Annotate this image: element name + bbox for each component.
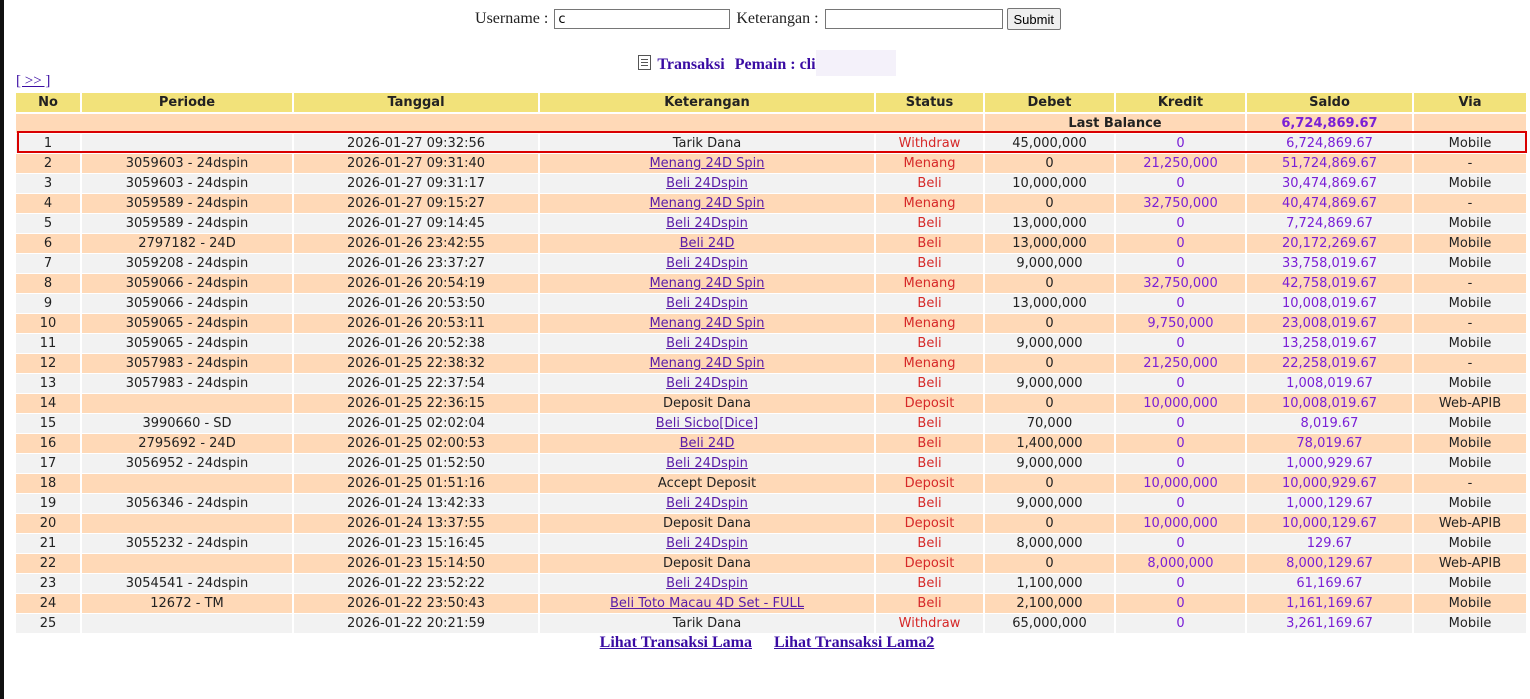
cell-debet: 0 [985,154,1114,174]
cell-kredit: 0 [1116,294,1245,314]
cell-no: 2 [16,154,80,174]
cell-periode: 3059589 - 24dspin [82,214,292,234]
cell-debet: 0 [985,554,1114,574]
cell-via: - [1414,194,1526,214]
cell-status: Deposit [876,514,983,534]
cell-debet: 8,000,000 [985,534,1114,554]
table-row [16,454,1526,474]
cell-debet: 70,000 [985,414,1114,434]
cell-saldo: 33,758,019.67 [1247,254,1412,274]
cell-tanggal: 2026-01-26 23:42:55 [294,234,538,254]
cell-status: Menang [876,274,983,294]
table-row [16,534,1526,554]
cell-saldo: 3,261,169.67 [1247,614,1412,634]
cell-tanggal: 2026-01-27 09:32:56 [294,134,538,154]
cell-via: Mobile [1414,294,1526,314]
cell-periode [82,474,292,494]
cell-debet: 0 [985,194,1114,214]
cell-status: Beli [876,414,983,434]
column-header-keterangan: Keterangan [540,93,874,114]
cell-no: 23 [16,574,80,594]
cell-debet: 0 [985,474,1114,494]
cell-status: Deposit [876,554,983,574]
cell-saldo: 30,474,869.67 [1247,174,1412,194]
cell-tanggal: 2026-01-23 15:16:45 [294,534,538,554]
cell-saldo: 10,000,129.67 [1247,514,1412,534]
column-header-no: No [16,93,80,114]
column-header-debet: Debet [985,93,1114,114]
keterangan-link[interactable]: Beli 24Dspin [666,176,748,191]
cell-kredit: 0 [1116,134,1245,154]
cell-status: Beli [876,494,983,514]
cell-kredit: 0 [1116,254,1245,274]
old-transactions-2-link[interactable]: Lihat Transaksi Lama2 [774,634,935,651]
cell-periode: 12672 - TM [82,594,292,614]
cell-status: Beli [876,234,983,254]
cell-tanggal: 2026-01-23 15:14:50 [294,554,538,574]
cell-status: Withdraw [876,134,983,154]
cell-debet: 1,400,000 [985,434,1114,454]
keterangan-link[interactable]: Beli 24D [679,236,735,251]
cell-periode: 2795692 - 24D [82,434,292,454]
table-row [16,614,1526,634]
cell-status: Beli [876,174,983,194]
cell-no: 17 [16,454,80,474]
cell-no: 19 [16,494,80,514]
cell-kredit: 0 [1116,614,1245,634]
column-header-saldo: Saldo [1247,93,1412,114]
cell-saldo: 22,258,019.67 [1247,354,1412,374]
table-row [16,134,1526,154]
cell-tanggal: 2026-01-22 20:21:59 [294,614,538,634]
cell-kredit: 10,000,000 [1116,394,1245,414]
search-form [4,8,1530,30]
cell-kredit: 0 [1116,494,1245,514]
cell-no: 13 [16,374,80,394]
keterangan-link[interactable]: Beli 24Dspin [666,336,748,351]
cell-kredit: 0 [1116,574,1245,594]
cell-tanggal: 2026-01-25 02:02:04 [294,414,538,434]
cell-periode [82,134,292,154]
cell-tanggal: 2026-01-26 20:54:19 [294,274,538,294]
cell-no: 9 [16,294,80,314]
cell-tanggal: 2026-01-22 23:50:43 [294,594,538,614]
cell-saldo: 10,008,019.67 [1247,394,1412,414]
cell-debet: 0 [985,394,1114,414]
cell-kredit: 0 [1116,334,1245,354]
cell-periode [82,514,292,534]
cell-tanggal: 2026-01-27 09:14:45 [294,214,538,234]
cell-periode: 3059208 - 24dspin [82,254,292,274]
cell-kredit: 0 [1116,534,1245,554]
cell-keterangan [540,534,874,554]
table-row [16,594,1526,614]
cell-via: Web-APIB [1414,554,1526,574]
cell-keterangan [540,374,874,394]
cell-saldo: 8,000,129.67 [1247,554,1412,574]
cell-debet: 9,000,000 [985,454,1114,474]
cell-saldo: 78,019.67 [1247,434,1412,454]
cell-status: Beli [876,454,983,474]
cell-periode [82,394,292,414]
cell-saldo: 23,008,019.67 [1247,314,1412,334]
cell-debet: 0 [985,514,1114,534]
cell-status: Deposit [876,394,983,414]
cell-periode: 3056346 - 24dspin [82,494,292,514]
cell-debet: 10,000,000 [985,174,1114,194]
cell-debet: 13,000,000 [985,234,1114,254]
cell-via: - [1414,154,1526,174]
cell-via: - [1414,354,1526,374]
cell-status: Beli [876,214,983,234]
keterangan-link[interactable]: Beli 24Dspin [666,296,748,311]
keterangan-link[interactable]: Beli 24Dspin [666,536,748,551]
cell-keterangan [540,274,874,294]
keterangan-input[interactable] [825,9,1003,29]
cell-keterangan: Deposit Dana [540,554,874,574]
cell-keterangan [540,234,874,254]
cell-debet: 65,000,000 [985,614,1114,634]
cell-keterangan [540,214,874,234]
transaction-table [14,93,1528,634]
cell-debet: 13,000,000 [985,214,1114,234]
keterangan-link[interactable]: Menang 24D Spin [649,316,765,331]
cell-no: 22 [16,554,80,574]
cell-kredit: 0 [1116,594,1245,614]
cell-no: 6 [16,234,80,254]
table-row [16,174,1526,194]
cell-keterangan: Tarik Dana [540,614,874,634]
table-row [16,294,1526,314]
cell-keterangan [540,314,874,334]
cell-keterangan: Deposit Dana [540,394,874,414]
cell-periode: 3059603 - 24dspin [82,154,292,174]
cell-tanggal: 2026-01-25 01:51:16 [294,474,538,494]
cell-periode: 3059066 - 24dspin [82,294,292,314]
cell-periode: 3057983 - 24dspin [82,374,292,394]
cell-no: 24 [16,594,80,614]
cell-via: Web-APIB [1414,514,1526,534]
cell-via: Mobile [1414,234,1526,254]
cell-tanggal: 2026-01-24 13:37:55 [294,514,538,534]
cell-via: Mobile [1414,174,1526,194]
keterangan-label: Keterangan : [736,9,819,27]
cell-saldo: 51,724,869.67 [1247,154,1412,174]
cell-periode [82,554,292,574]
cell-keterangan [540,174,874,194]
cell-kredit: 8,000,000 [1116,554,1245,574]
cell-kredit: 9,750,000 [1116,314,1245,334]
cell-via: Mobile [1414,414,1526,434]
cell-kredit: 0 [1116,434,1245,454]
cell-saldo: 42,758,019.67 [1247,274,1412,294]
cell-debet: 9,000,000 [985,374,1114,394]
cell-status: Beli [876,594,983,614]
table-row [16,414,1526,434]
keterangan-link[interactable]: Menang 24D Spin [649,276,765,291]
table-row [16,354,1526,374]
cell-keterangan [540,414,874,434]
redaction-mask [816,50,896,76]
cell-tanggal: 2026-01-26 20:53:11 [294,314,538,334]
cell-periode: 3059066 - 24dspin [82,274,292,294]
cell-no: 5 [16,214,80,234]
table-header-row [16,93,1526,114]
cell-via: Mobile [1414,614,1526,634]
last-balance-value: 6,724,869.67 [1247,114,1412,134]
cell-periode: 3059589 - 24dspin [82,194,292,214]
cell-saldo: 1,161,169.67 [1247,594,1412,614]
cell-via: Mobile [1414,254,1526,274]
cell-via: Mobile [1414,574,1526,594]
username-input[interactable] [554,9,730,29]
cell-kredit: 10,000,000 [1116,514,1245,534]
cell-via: Mobile [1414,534,1526,554]
page-title: Transaksi [657,56,725,73]
column-header-status: Status [876,93,983,114]
cell-kredit: 21,250,000 [1116,354,1245,374]
column-header-kredit: Kredit [1116,93,1245,114]
cell-tanggal: 2026-01-25 22:37:54 [294,374,538,394]
cell-no: 1 [16,134,80,154]
cell-via: Mobile [1414,374,1526,394]
table-row [16,254,1526,274]
table-row [16,334,1526,354]
keterangan-link[interactable]: Menang 24D Spin [649,356,765,371]
keterangan-link[interactable]: Menang 24D Spin [649,196,765,211]
cell-via: Mobile [1414,214,1526,234]
cell-status: Beli [876,334,983,354]
cell-saldo: 20,172,269.67 [1247,234,1412,254]
cell-via: - [1414,274,1526,294]
keterangan-link[interactable]: Beli 24Dspin [666,256,748,271]
cell-keterangan [540,194,874,214]
cell-via: - [1414,314,1526,334]
cell-via: Mobile [1414,494,1526,514]
cell-tanggal: 2026-01-24 13:42:33 [294,494,538,514]
cell-keterangan [540,354,874,374]
cell-periode [82,614,292,634]
cell-saldo: 10,008,019.67 [1247,294,1412,314]
table-row [16,374,1526,394]
cell-keterangan [540,154,874,174]
table-row [16,394,1526,414]
cell-saldo: 129.67 [1247,534,1412,554]
column-header-via: Via [1414,93,1526,114]
footer-links [4,634,1530,652]
cell-periode: 3055232 - 24dspin [82,534,292,554]
cell-no: 11 [16,334,80,354]
cell-keterangan [540,594,874,614]
cell-keterangan [540,434,874,454]
cell-periode: 3990660 - SD [82,414,292,434]
keterangan-link[interactable]: Beli 24Dspin [666,456,748,471]
cell-debet: 0 [985,354,1114,374]
cell-status: Beli [876,534,983,554]
cell-saldo: 1,000,129.67 [1247,494,1412,514]
cell-debet: 2,100,000 [985,594,1114,614]
cell-status: Beli [876,434,983,454]
next-page-link[interactable]: [ >> ] [16,73,51,89]
cell-via: - [1414,474,1526,494]
cell-tanggal: 2026-01-27 09:15:27 [294,194,538,214]
old-transactions-link[interactable]: Lihat Transaksi Lama [599,634,752,651]
cell-no: 3 [16,174,80,194]
cell-via: Mobile [1414,594,1526,614]
cell-tanggal: 2026-01-27 09:31:17 [294,174,538,194]
cell-tanggal: 2026-01-25 22:36:15 [294,394,538,414]
cell-status: Beli [876,574,983,594]
cell-tanggal: 2026-01-25 02:00:53 [294,434,538,454]
cell-keterangan: Tarik Dana [540,134,874,154]
table-row [16,214,1526,234]
cell-via: Mobile [1414,454,1526,474]
cell-kredit: 32,750,000 [1116,274,1245,294]
cell-no: 12 [16,354,80,374]
cell-kredit: 21,250,000 [1116,154,1245,174]
cell-keterangan: Accept Deposit [540,474,874,494]
cell-status: Beli [876,254,983,274]
cell-kredit: 32,750,000 [1116,194,1245,214]
cell-tanggal: 2026-01-25 22:38:32 [294,354,538,374]
cell-kredit: 10,000,000 [1116,474,1245,494]
cell-keterangan [540,454,874,474]
cell-saldo: 61,169.67 [1247,574,1412,594]
cell-debet: 45,000,000 [985,134,1114,154]
cell-tanggal: 2026-01-22 23:52:22 [294,574,538,594]
player-label: Pemain : cli [734,56,816,73]
cell-tanggal: 2026-01-26 23:37:27 [294,254,538,274]
cell-keterangan [540,494,874,514]
cell-tanggal: 2026-01-26 20:53:50 [294,294,538,314]
keterangan-link[interactable]: Beli Toto Macau 4D Set - FULL [609,596,804,611]
cell-keterangan: Deposit Dana [540,514,874,534]
cell-periode: 3054541 - 24dspin [82,574,292,594]
cell-status: Menang [876,194,983,214]
table-row [16,474,1526,494]
cell-saldo: 40,474,869.67 [1247,194,1412,214]
keterangan-link[interactable]: Beli 24Dspin [666,376,748,391]
cell-debet: 9,000,000 [985,494,1114,514]
table-row [16,554,1526,574]
table-row [16,574,1526,594]
cell-no: 4 [16,194,80,214]
cell-via: Mobile [1414,134,1526,154]
cell-periode: 2797182 - 24D [82,234,292,254]
cell-tanggal: 2026-01-25 01:52:50 [294,454,538,474]
cell-saldo: 10,000,929.67 [1247,474,1412,494]
cell-kredit: 0 [1116,454,1245,474]
cell-via: Web-APIB [1414,394,1526,414]
table-row [16,154,1526,174]
cell-no: 15 [16,414,80,434]
cell-debet: 0 [985,274,1114,294]
table-row [16,494,1526,514]
keterangan-link[interactable]: Beli 24Dspin [666,216,748,231]
table-row [16,194,1526,214]
table-row [16,514,1526,534]
table-row [16,274,1526,294]
cell-status: Menang [876,314,983,334]
cell-no: 21 [16,534,80,554]
cell-keterangan [540,334,874,354]
keterangan-link[interactable]: Beli 24D [679,436,735,451]
cell-no: 8 [16,274,80,294]
last-balance-row [16,114,1526,134]
cell-kredit: 0 [1116,234,1245,254]
cell-periode: 3056952 - 24dspin [82,454,292,474]
cell-no: 10 [16,314,80,334]
cell-saldo: 1,000,929.67 [1247,454,1412,474]
keterangan-link[interactable]: Beli Sicbo[Dice] [655,416,759,431]
cell-status: Menang [876,354,983,374]
cell-no: 20 [16,514,80,534]
cell-keterangan [540,294,874,314]
cell-status: Withdraw [876,614,983,634]
table-row [16,434,1526,454]
keterangan-link[interactable]: Beli 24Dspin [666,576,748,591]
cell-kredit: 0 [1116,174,1245,194]
cell-tanggal: 2026-01-27 09:31:40 [294,154,538,174]
cell-saldo: 8,019.67 [1247,414,1412,434]
page-heading [4,50,1530,76]
table-row [16,234,1526,254]
cell-kredit: 0 [1116,214,1245,234]
cell-tanggal: 2026-01-26 20:52:38 [294,334,538,354]
cell-debet: 13,000,000 [985,294,1114,314]
cell-saldo: 1,008,019.67 [1247,374,1412,394]
keterangan-link[interactable]: Beli 24Dspin [666,496,748,511]
cell-saldo: 7,724,869.67 [1247,214,1412,234]
cell-keterangan [540,574,874,594]
last-balance-label: Last Balance [985,114,1245,134]
table-row [16,314,1526,334]
username-label: Username : [475,9,549,27]
cell-saldo: 13,258,019.67 [1247,334,1412,354]
cell-debet: 9,000,000 [985,254,1114,274]
cell-no: 25 [16,614,80,634]
cell-no: 18 [16,474,80,494]
cell-via: Mobile [1414,434,1526,454]
cell-no: 16 [16,434,80,454]
cell-periode: 3059065 - 24dspin [82,334,292,354]
cell-kredit: 0 [1116,414,1245,434]
document-icon [638,55,651,70]
cell-status: Beli [876,294,983,314]
cell-status: Menang [876,154,983,174]
cell-periode: 3059603 - 24dspin [82,174,292,194]
cell-debet: 9,000,000 [985,334,1114,354]
cell-debet: 1,100,000 [985,574,1114,594]
column-header-periode: Periode [82,93,292,114]
keterangan-link[interactable]: Menang 24D Spin [649,156,765,171]
submit-button[interactable]: Submit [1007,8,1061,30]
cell-status: Beli [876,374,983,394]
cell-via: Mobile [1414,334,1526,354]
cell-no: 14 [16,394,80,414]
cell-status: Deposit [876,474,983,494]
cell-periode: 3057983 - 24dspin [82,354,292,374]
cell-saldo: 6,724,869.67 [1247,134,1412,154]
cell-no: 7 [16,254,80,274]
cell-debet: 0 [985,314,1114,334]
cell-periode: 3059065 - 24dspin [82,314,292,334]
cell-keterangan [540,254,874,274]
column-header-tanggal: Tanggal [294,93,538,114]
cell-kredit: 0 [1116,374,1245,394]
